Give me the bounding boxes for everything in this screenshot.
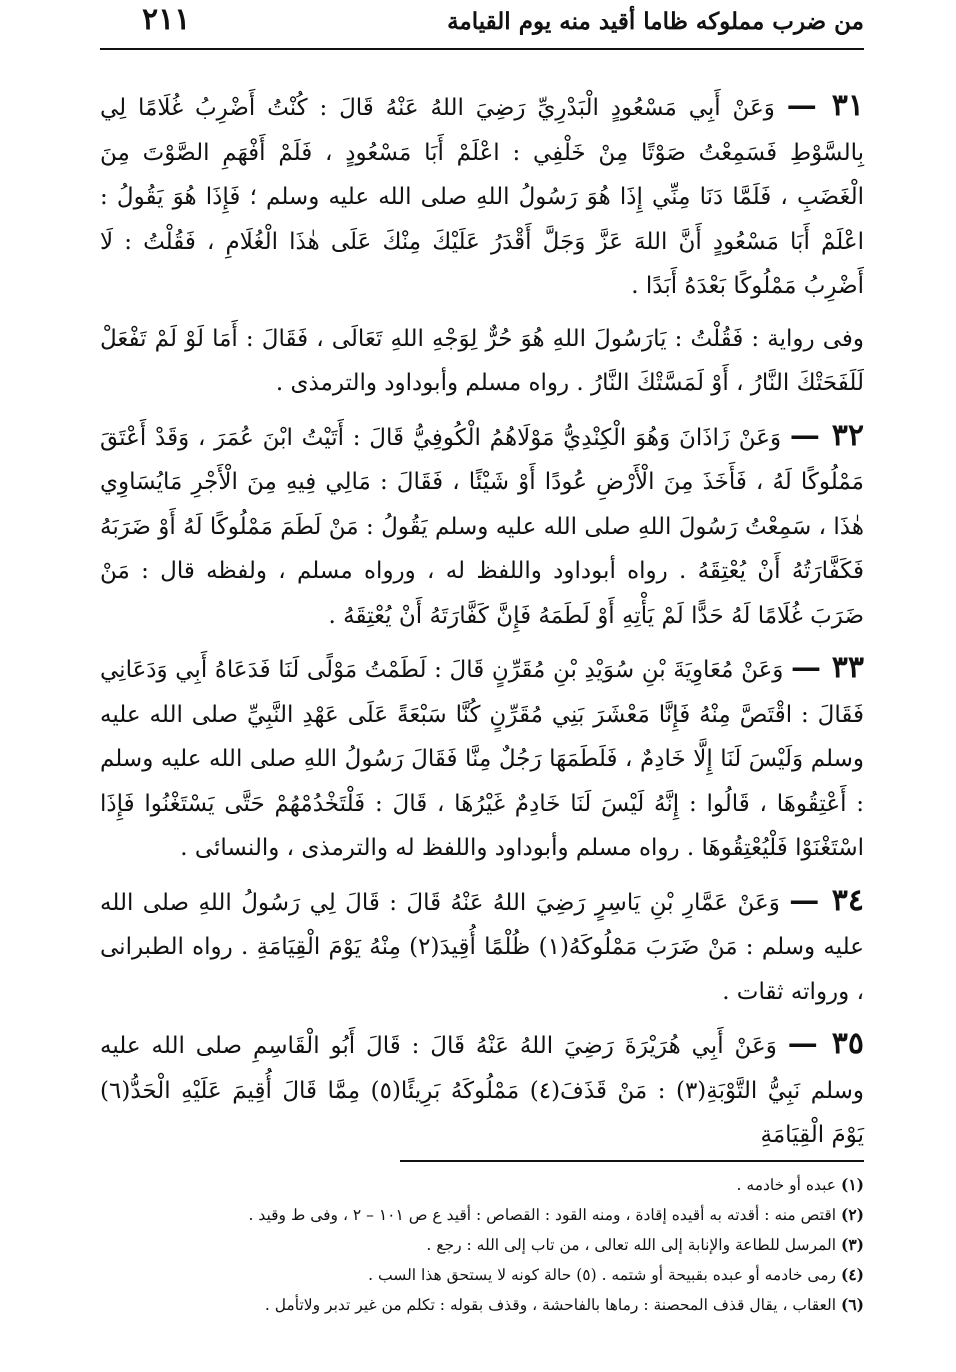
footnote-text: عبده أو خادمه . [736,1176,837,1194]
hadith-body: وَعَنْ زَاذَانَ وَهُوَ الْكِنْدِيُّ مَوْلَاهُمُ الْكُوفِيُّ قَالَ : أَتَيْتُ ابْنَ عُمَرَ ، وَقَدْ أَعْتَقَ مَمْلُوكًا لَهُ ، فَأَخَذَ مِنَ الْأَرْضِ عُودًا أَوْ شَيْئًا ، فَقَالَ : مَالِي فِيهِ مِنَ الْأَجْرِ مَايُسَاوِي هٰذَا ، سَمِعْتُ رَسُولَ اللهِ صلى الله عليه وسلم يَقُولُ : مَنْ لَطَمَ مَمْلُوكًا لَهُ أَوْ ضَرَبَهُ فَكَفَّارَتُهُ أَنْ يُعْتِقَهُ . رواه أبوداود واللفظ له ، ورواه مسلم ، ولفظه قال : مَنْ ضَرَبَ غُلَامًا لَهُ حَدًّا لَمْ يَأْتِهِ أَوْ لَطَمَهُ فَإِنَّ كَفَّارَتَهُ أَنْ يُعْتِقَهُ . [100,424,864,629]
hadith-number: ٣٥ — [787,1026,865,1061]
footnote [100,1200,864,1230]
hadith-number: ٣٢ — [789,417,864,453]
footnote [100,1170,864,1200]
footnote [100,1260,864,1290]
footnote-number: (٤) [840,1265,864,1284]
hadith-32 [100,414,864,639]
footnote-number: (٣) [840,1235,864,1254]
hadith-body: وَعَنْ مُعَاوِيَةَ بْنِ سُوَيْدِ بْنِ مُقَرِّنٍ قَالَ : لَطَمْتُ مَوْلًى لَنَا فَدَعَاهُ أَبِي وَدَعَانِي فَقَالَ : اقْتَصَّ مِنْهُ فَإِنَّا مَعْشَرَ بَنِي مُقَرِّنٍ كُنَّا سَبْعَةً عَلَى عَهْدِ النَّبِيِّ صلى الله عليه وسلم وَلَيْسَ لَنَا إِلَّا خَادِمٌ ، فَلَطَمَهَا رَجُلٌ مِنَّا فَقَالَ رَسُولُ اللهِ صلى الله عليه وسلم : أَعْتِقُوهَا ، قَالُوا : إِنَّهُ لَيْسَ لَنَا خَادِمٌ غَيْرُهَا ، قَالَ : فَلْتَخْدُمْهُمْ حَتَّى يَسْتَغْنُوا فَإِذَا اسْتَغْنَوْا فَلْيُعْتِقُوهَا . رواه مسلم وأبوداود واللفظ له والترمذى ، والنسائى . [100,657,864,861]
hadith-body: وَعَنْ عَمَّارِ بْنِ يَاسِرٍ رَضِيَ اللهُ عَنْهُ قَالَ : قَالَ لِي رَسُولُ اللهِ صلى الله عليه وسلم : مَنْ ضَرَبَ مَمْلُوكَهُ(١) ظُلْمًا أُقِيدَ(٢) مِنْهُ يَوْمَ الْقِيَامَةِ . رواه الطبرانى ، ورواته ثقات . [100,889,864,1005]
hadith-body: وَعَنْ أَبِي هُرَيْرَةَ رَضِيَ اللهُ عَنْهُ قَالَ : قَالَ أَبُو الْقَاسِمِ صلى الله عليه وسلم نَبِيُّ التَّوْبَةِ(٣) : مَنْ قَذَفَ(٤) مَمْلُوكَهُ بَرِيئًا(٥) مِمَّا قَالَ أُقِيمَ عَلَيْهِ الْحَدُّ(٦) يَوْمَ الْقِيَامَةِ [100,1033,864,1148]
footnote-text: اقتص منه : أقدته به أقيده إقادة ، ومنه القود : القصاص : أقيد ع ص ١٠١ – ٢ ، وفى ط وقيد . [248,1206,837,1224]
footnote [100,1290,864,1320]
footnote-number: (١) [840,1175,864,1194]
footnote [100,1230,864,1260]
hadith-text [100,84,864,1166]
hadith-34 [100,879,864,1015]
hadith-33 [100,646,864,871]
running-header [100,0,864,54]
footnote-text: العقاب ، يقال قذف المحصنة : رماها بالفاحشة ، وقذف بقوله : تكلم من غير تدبر ولاتأمل . [264,1296,837,1314]
hadith-number: ٣٣ — [791,650,864,685]
page-number: ٢١١ [142,2,191,37]
header-rule [100,48,864,50]
hadith-31 [100,84,864,309]
header-title: من ضرب مملوكه ظاما أقيد منه يوم القيامة [447,8,864,35]
footnote-text: المرسل للطاعة والإنابة إلى الله تعالى ، من تاب إلى الله : رجع . [426,1236,837,1254]
footnote-number: (٦) [840,1295,864,1314]
hadith-number: ٣٤ — [789,882,864,918]
hadith-35 [100,1022,864,1158]
footnote-rule [400,1160,864,1162]
footnotes [100,1170,864,1320]
footnote-text: رمى خادمه أو عبده بقبيحة أو شتمه . (٥) حالة كونه لا يستحق هذا السب . [368,1266,837,1284]
hadith-number: ٣١ — [786,88,865,123]
hadith-31-variant [100,317,864,406]
hadith-body: وَعَنْ أَبِي مَسْعُودٍ الْبَدْرِيِّ رَضِيَ اللهُ عَنْهُ قَالَ : كُنْتُ أَضْرِبُ غُلَامًا لِي بِالسَّوْطِ فَسَمِعْتُ صَوْتًا مِنْ خَلْفِي : اعْلَمْ أَبَا مَسْعُودٍ ، فَلَمْ أَفْهَمِ الصَّوْتَ مِنَ الْغَضَبِ ، فَلَمَّا دَنَا مِنِّي إِذَا هُوَ رَسُولُ اللهِ صلى الله عليه وسلم ؛ فَإِذَا هُوَ يَقُولُ : اعْلَمْ أَبَا مَسْعُودٍ أَنَّ اللهَ عَزَّ وَجَلَّ أَقْدَرُ عَلَيْكَ مِنْكَ عَلَى هٰذَا الْغُلَامِ ، فَقُلْتُ : لَا أَضْرِبُ مَمْلُوكًا بَعْدَهُ أَبَدًا . [100,95,864,299]
footnote-number: (٢) [840,1205,864,1224]
hadith-body: وفى رواية : فَقُلْتُ : يَارَسُولَ اللهِ هُوَ حُرٌّ لِوَجْهِ اللهِ تَعَالَى ، فَقَالَ : أَمَا لَوْ لَمْ تَفْعَلْ لَلَفَحَتْكَ النَّارُ ، أَوْ لَمَسَّتْكَ النَّارُ . رواه مسلم وأبوداود والترمذى . [100,325,864,396]
